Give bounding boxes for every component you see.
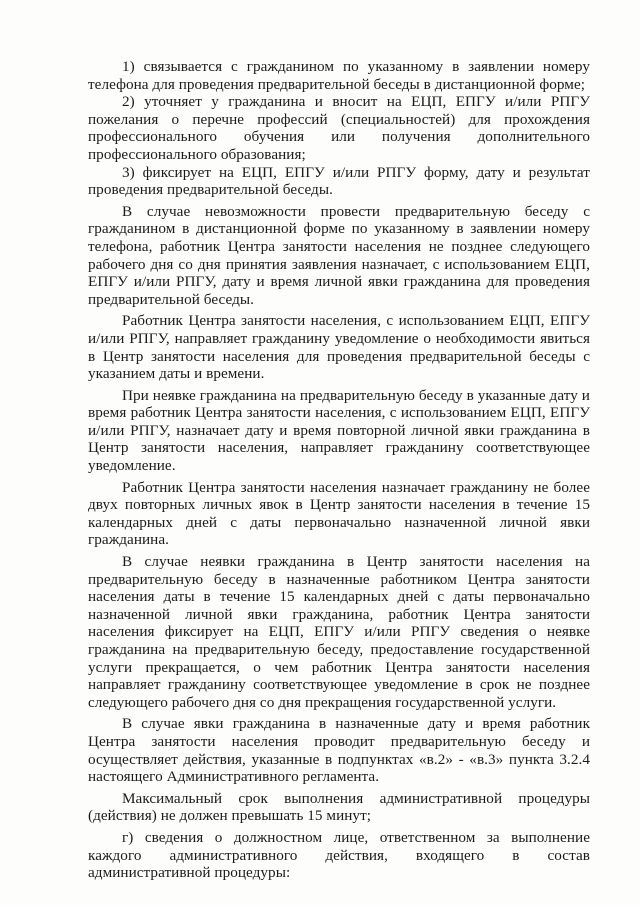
document-body — [88, 58, 590, 882]
paragraph-subitem-2: 2) уточняет у гражданина и вносит на ЕЦП, ЕПГУ и/или РПГУ пожелания о перечне профессий (специальностей) для прохождения профессионального обучения или получения дополнительного профессионального образования; — [88, 93, 590, 163]
paragraph-subitem-3: 3) фиксирует на ЕЦП, ЕПГУ и/или РПГУ форму, дату и результат проведения предварительной беседы. — [88, 163, 590, 199]
paragraph-subitem-1: 1) связывается с гражданином по указанному в заявлении номеру телефона для проведения предварительной беседы в дистанционной форме; — [88, 58, 590, 93]
paragraph-max-time: Максимальный срок выполнения административной процедуры (действия) не должен превышать 15 минут; — [88, 789, 590, 825]
paragraph-non-appearance: При неявке гражданина на предварительную беседу в указанные дату и время работник Центра занятости населения, с использованием ЕЦП, ЕПГУ и/или РПГУ, назначает дату и время повторной личной явки гражданина в Центр занятости населения, направляет гражданину соответствующее уведомление. — [88, 386, 590, 475]
paragraph-repeat-appearances: Работник Центра занятости населения назначает гражданину не более двух повторных личных явок в Центр занятости населения в течение 15 календарных дней с даты первоначально назначенной личной явки гражданина. — [88, 478, 590, 549]
paragraph-termination: В случае неявки гражданина в Центр занятости населения на предварительную беседу в назначенные работником Центра занятости населения даты в течение 15 календарных дней с даты первоначально назначенной личной явки гражданина, работник Центра занятости населения фиксирует на ЕЦП, ЕПГУ и/или РПГУ сведения о неявке гражданина на предварительную беседу, предоставление государственной услуги прекращается, о чем работник Центра занятости населения направляет гражданину соответствующее уведомление в срок не позднее следующего рабочего дня со дня прекращения государственной услуги. — [88, 553, 590, 711]
paragraph-notification: Работник Центра занятости населения, с использованием ЕЦП, ЕПГУ и/или РПГУ, направляет гражданину уведомление о необходимости явиться в Центр занятости населения для проведения предварительной беседы с указанием даты и времени. — [88, 312, 590, 383]
paragraph-impossible-remote-interview: В случае невозможности провести предварительную беседу с гражданином в дистанционной форме по указанному в заявлении номеру телефона, работник Центра занятости населения не позднее следующего рабочего дня со дня принятия заявления назначает, с использованием ЕЦП, ЕПГУ и/или РПГУ, дату и время личной явки гражданина для проведения предварительной беседы. — [88, 202, 590, 308]
paragraph-appearance: В случае явки гражданина в назначенные дату и время работник Центра занятости населения проводит предварительную беседу и осуществляет действия, указанные в подпунктах «в.2» - «в.3» пункта 3.2.4 настоящего Административного регламента. — [88, 715, 590, 786]
paragraph-responsible-official: г) сведения о должностном лице, ответственном за выполнение каждого административного действия, входящего в состав административной процедуры: — [88, 828, 590, 882]
